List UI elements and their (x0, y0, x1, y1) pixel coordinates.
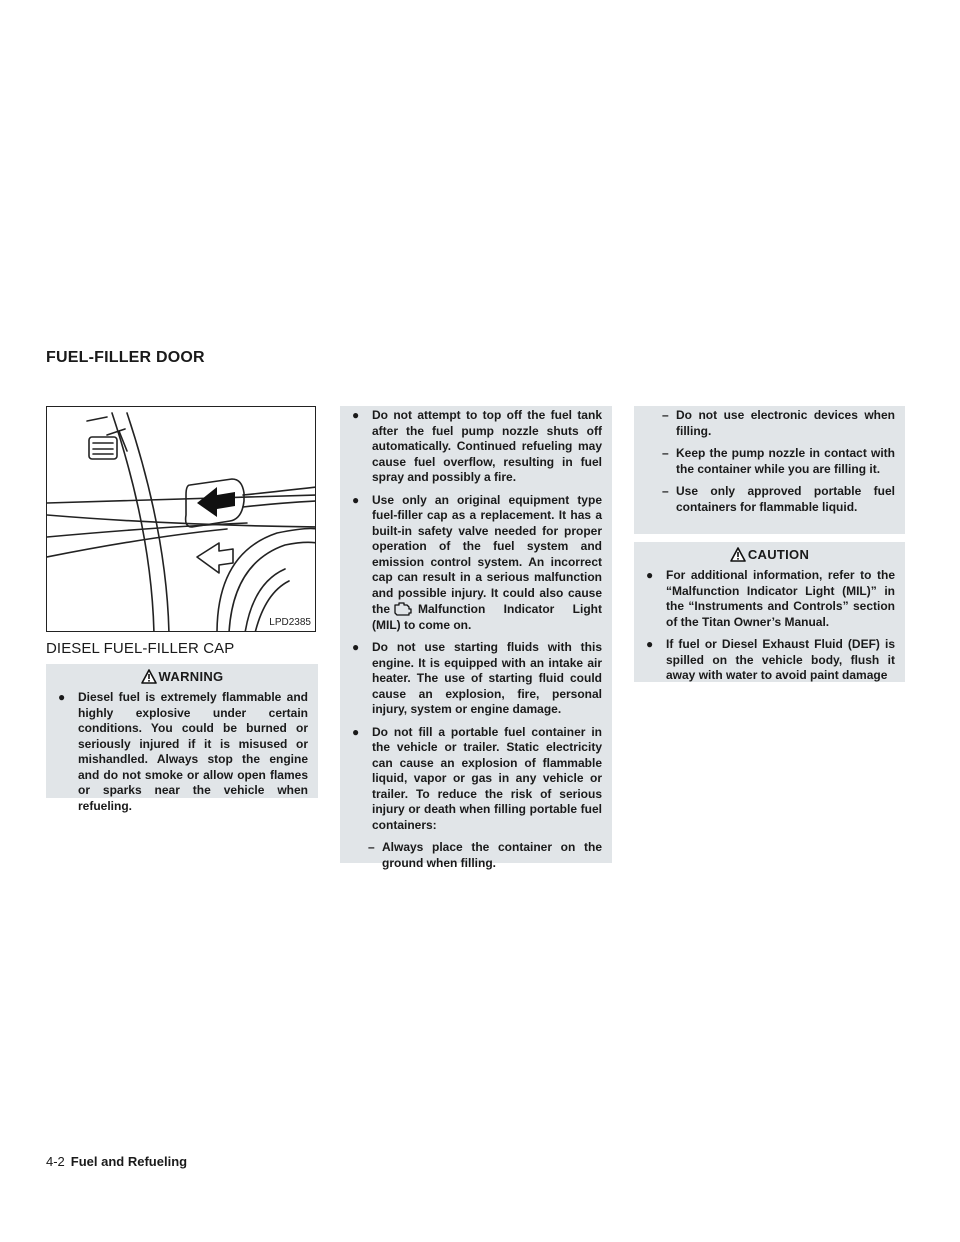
warning-triangle-icon (141, 669, 157, 684)
bullet: ● (58, 690, 66, 704)
caution-item (646, 637, 895, 684)
bullet: ● (646, 637, 654, 651)
dash: – (662, 446, 669, 460)
warning-subitem (646, 446, 895, 477)
bullet: ● (352, 408, 360, 422)
bullet: ● (352, 492, 360, 507)
warning-heading (46, 664, 318, 690)
page-number: 4-2 (46, 1154, 65, 1169)
warning-item (352, 408, 602, 486)
warning-continued-box-2 (634, 406, 905, 534)
engine-mil-icon (392, 601, 412, 617)
caution-item (646, 568, 895, 630)
warning-subitem (646, 484, 895, 515)
warning-item (58, 690, 308, 814)
warning-item (352, 640, 602, 718)
warning-item-text: Use only an original equipment type fuel-filler cap as a replacement. It has a built-in safety valve needed for proper operation of the fuel system and emission control system. An incorrect cap can result in a serious malfunction and possible injury. It could also cause the (372, 492, 602, 616)
fuel-door-drawing (47, 407, 316, 632)
warning-item-text: Do not attempt to top off the fuel tank after the fuel pump nozzle shuts off automatically. Continued refueling may cause fuel overflow, resulting in fuel spray and possibly a fire. (372, 408, 602, 484)
bullet: ● (352, 640, 360, 654)
warning-item-text: Do not use starting fluids with this engine. It is equipped with an intake air heater. The use of starting fluid could cause an explosion, fire, personal injury, system or engine damage. (372, 640, 602, 716)
warning-item-text: Do not fill a portable fuel container in the vehicle or trailer. Static electricity can cause an explosion of flammable liquid, vapor or gas in any vehicle or trailer. To reduce the risk of serious injury or death when filling portable fuel containers: (372, 724, 602, 832)
warning-heading-text: WARNING (158, 669, 224, 684)
warning-item (352, 493, 602, 634)
caution-item-text: If fuel or Diesel Exhaust Fluid (DEF) is spilled on the vehicle body, flush it away with water to avoid paint damage (666, 637, 895, 682)
dash: – (662, 408, 669, 422)
page-footer (46, 1154, 187, 1169)
caution-heading-text: CAUTION (747, 547, 810, 562)
figure-code: LPD2385 (269, 617, 311, 628)
warning-subitem (646, 408, 895, 439)
caution-item-text: For additional information, refer to the “Malfunction Indicator Light (MIL)” in the “Instruments and Controls” section of the Titan Owner’s Manual. (666, 568, 895, 629)
caution-box (634, 542, 905, 682)
warning-subitem-text: Always place the container on the ground when filling. (382, 840, 602, 870)
dash: – (662, 484, 669, 498)
warning-box (46, 664, 318, 813)
section-title: FUEL-FILLER DOOR (46, 349, 205, 366)
bullet: ● (646, 568, 654, 582)
subsection-title: DIESEL FUEL-FILLER CAP (46, 640, 235, 657)
warning-item-text-tail: Malfunction Indicator Light (MIL) to come on. (372, 602, 602, 632)
fuel-door-illustration (46, 406, 316, 632)
caution-triangle-icon (730, 547, 746, 562)
warning-subitem-text: Do not use electronic devices when filling. (676, 408, 895, 438)
bullet: ● (352, 724, 360, 739)
chapter-title: Fuel and Refueling (70, 1154, 188, 1169)
warning-continued-box (340, 406, 612, 870)
warning-subitem (352, 840, 602, 871)
warning-item-text: Diesel fuel is extremely flammable and highly explosive under certain conditions. You could be burned or seriously injured if it is misused or mishandled. Always stop the engine and do not smoke or allow open flames or sparks near the vehicle when refueling. (78, 690, 308, 813)
warning-subitem-text: Use only approved portable fuel containers for flammable liquid. (676, 484, 895, 514)
dash: – (368, 840, 375, 854)
warning-subitem-text: Keep the pump nozzle in contact with the container while you are filling it. (676, 446, 895, 476)
warning-item (352, 725, 602, 834)
caution-heading (634, 542, 905, 568)
